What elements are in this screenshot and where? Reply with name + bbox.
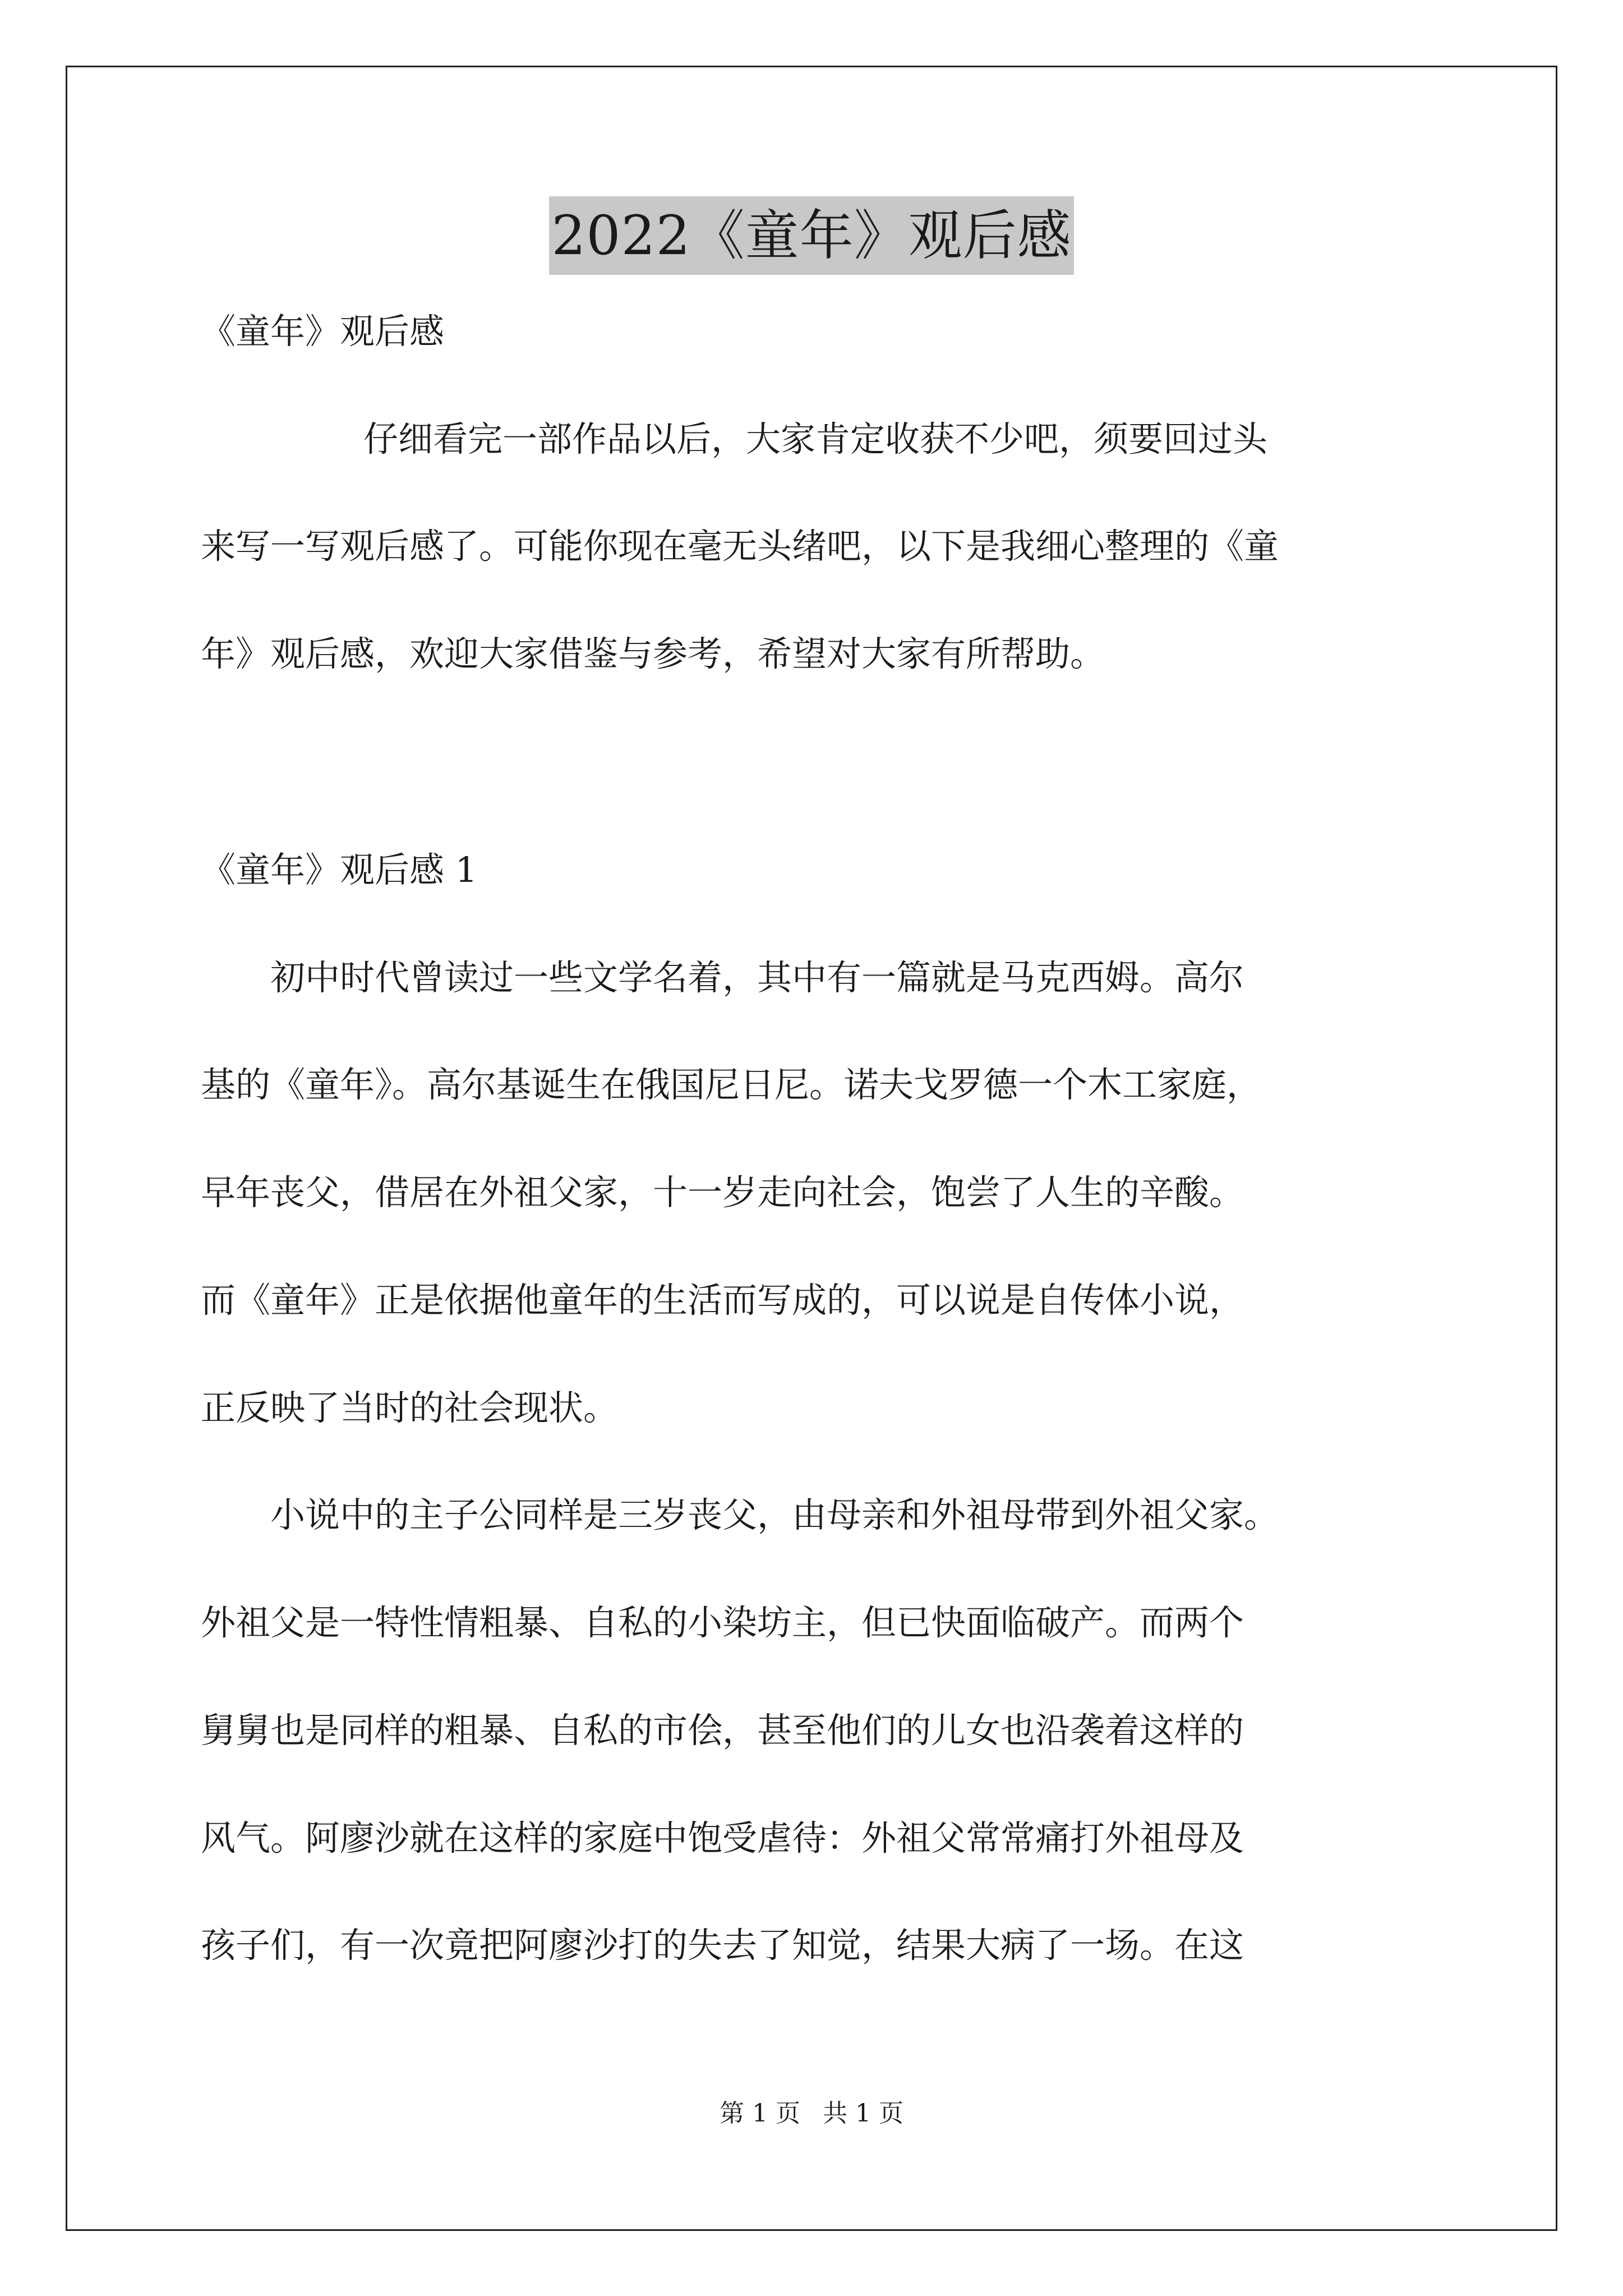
section-heading: 《童年》观后感 1 — [201, 849, 478, 890]
subtitle: 《童年》观后感 — [201, 311, 445, 352]
page-total: 共 1 页 — [823, 2099, 903, 2128]
paragraph-line: 正反映了当时的社会现状。 — [201, 1387, 619, 1428]
paragraph-line: 小说中的主子公同样是三岁丧父，由母亲和外祖母带到外祖父家。 — [270, 1494, 1279, 1535]
intro-line: 仔细看完一部作品以后，大家肯定收获不少吧，须要回过头 — [363, 418, 1268, 459]
paragraph-line: 舅舅也是同样的粗暴、自私的市侩，甚至他们的儿女也沿袭着这样的 — [201, 1710, 1244, 1751]
paragraph-line: 外祖父是一特性情粗暴、自私的小染坊主，但已快面临破产。而两个 — [201, 1602, 1244, 1643]
document-title: 2022《童年》观后感 — [549, 196, 1073, 275]
paragraph-line: 基的《童年》。高尔基诞生在俄国尼日尼。诺夫戈罗德一个木工家庭， — [201, 1064, 1262, 1105]
paragraph-line: 孩子们，有一次竟把阿廖沙打的失去了知觉，结果大病了一场。在这 — [201, 1925, 1244, 1966]
paragraph-line: 而《童年》正是依据他童年的生活而写成的，可以说是自传体小说， — [201, 1280, 1244, 1320]
intro-line: 年》观后感，欢迎大家借鉴与参考，希望对大家有所帮助。 — [201, 633, 1105, 674]
page-border — [66, 66, 1557, 2231]
page-number: 第 1 页 — [720, 2099, 800, 2128]
page-footer — [0, 2100, 1623, 2128]
paragraph-line: 早年丧父，借居在外祖父家，十一岁走向社会，饱尝了人生的辛酸。 — [201, 1172, 1244, 1213]
document-title-wrapper — [0, 196, 1623, 275]
intro-line: 来写一写观后感了。可能你现在毫无头绪吧，以下是我细心整理的《童 — [201, 526, 1279, 567]
paragraph-line: 风气。阿廖沙就在这样的家庭中饱受虐待：外祖父常常痛打外祖母及 — [201, 1818, 1244, 1858]
paragraph-line: 初中时代曾读过一些文学名着，其中有一篇就是马克西姆。高尔 — [270, 957, 1244, 998]
